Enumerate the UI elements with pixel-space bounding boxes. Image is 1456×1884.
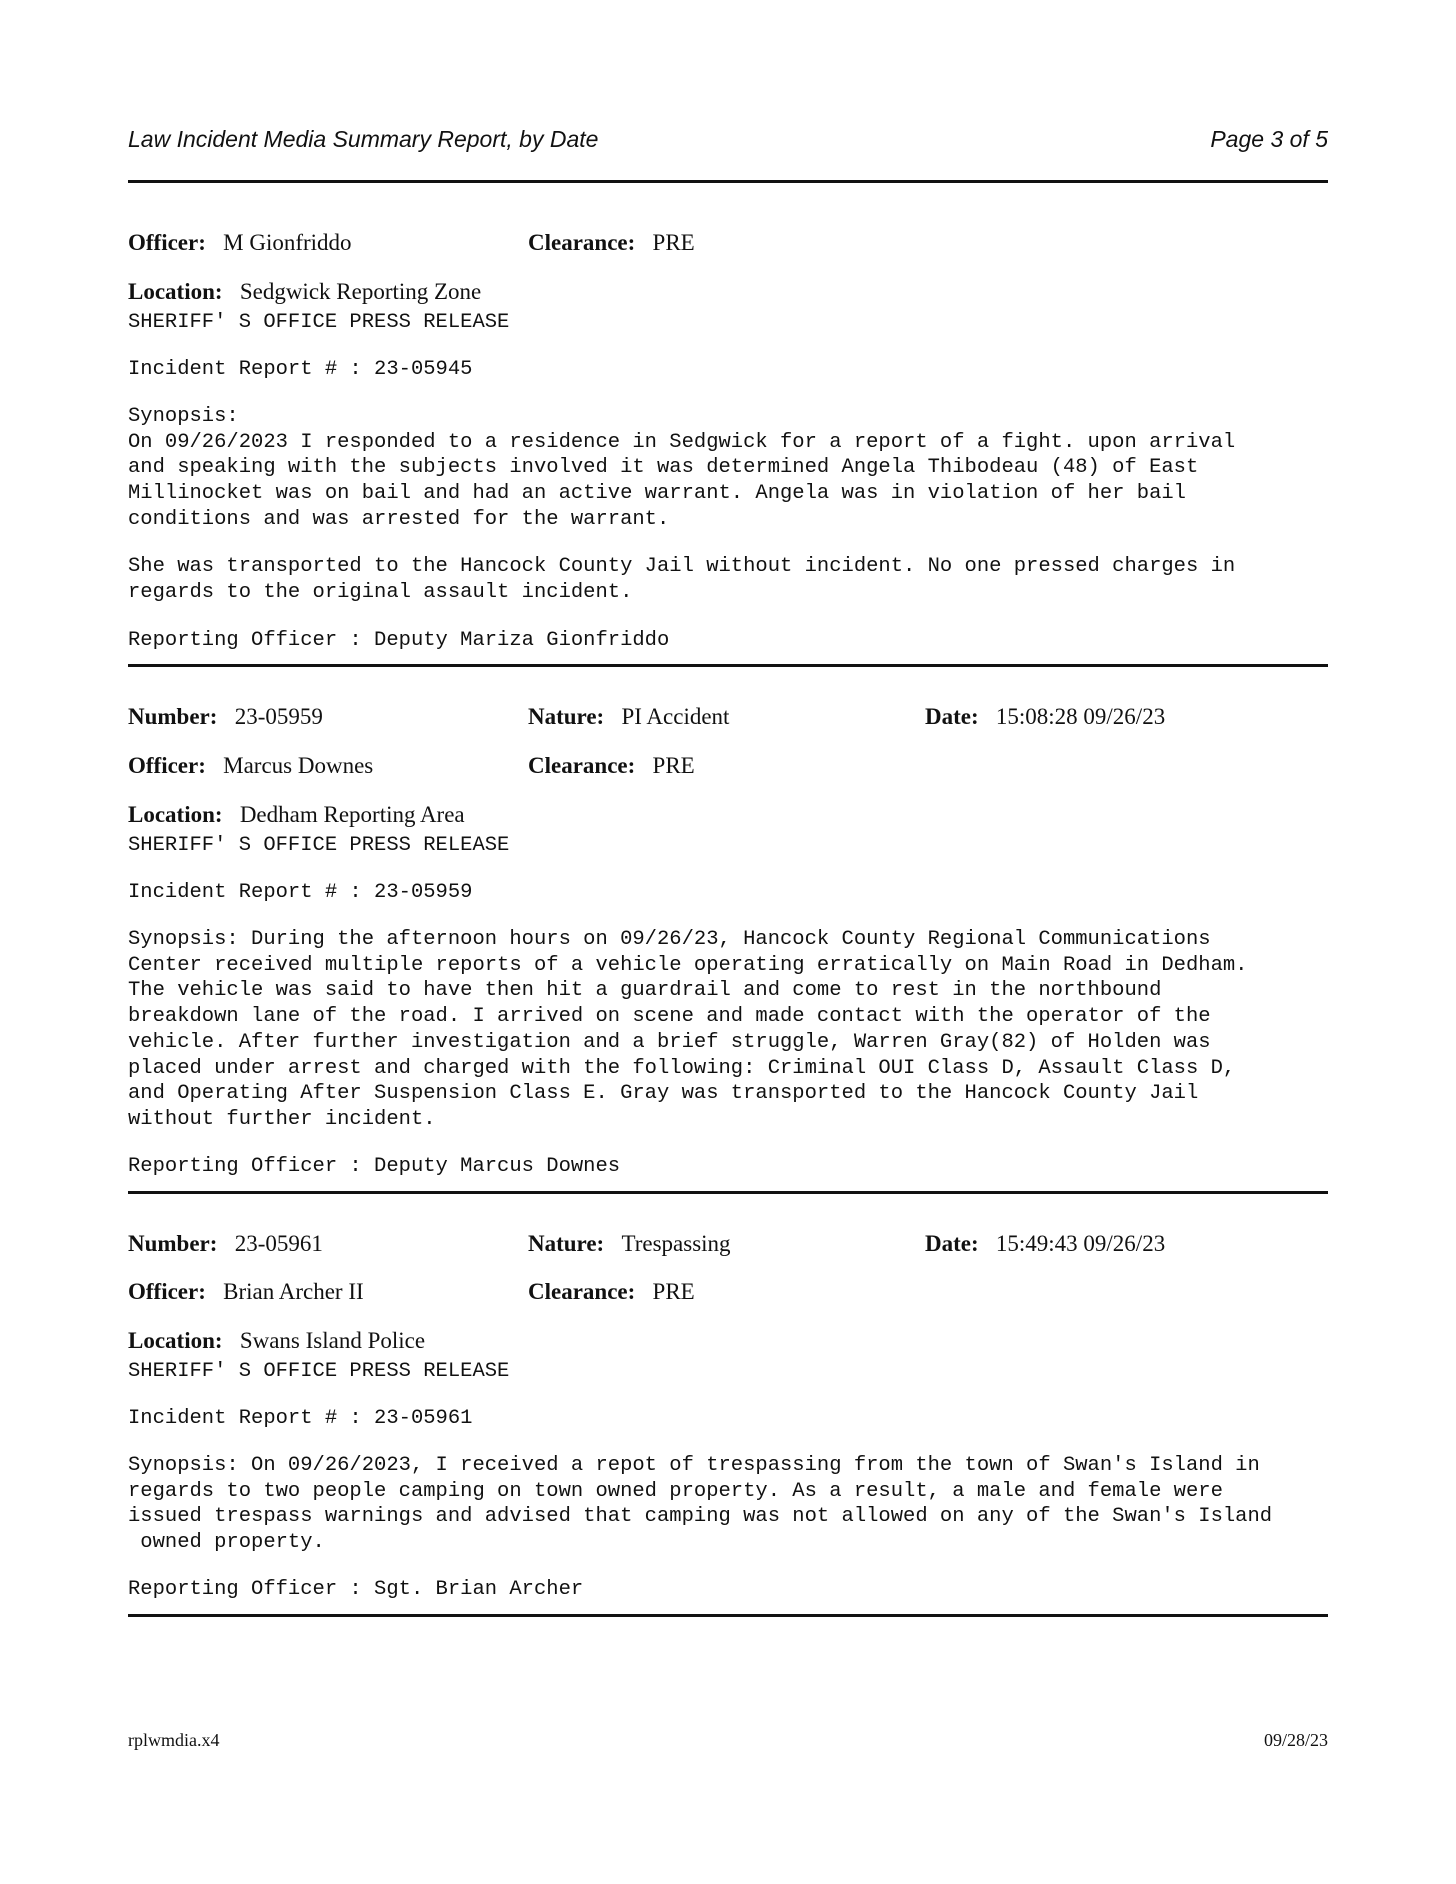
reporting-officer: Reporting Officer : Sgt. Brian Archer <box>128 1578 584 1601</box>
clearance-value: PRE <box>652 753 695 778</box>
press-release-label: SHERIFF' S OFFICE PRESS RELEASE <box>128 1360 510 1383</box>
location-value: Swans Island Police <box>239 1328 426 1353</box>
location-value: Dedham Reporting Area <box>239 802 465 827</box>
incident-report-number: Incident Report # : 23-05945 <box>128 358 473 381</box>
date-label: Date: <box>925 1231 979 1256</box>
incident-report-number: Incident Report # : 23-05961 <box>128 1407 473 1430</box>
incident-3-number-row <box>128 1231 1328 1261</box>
header-divider <box>128 180 1328 183</box>
incident-1-location-row <box>128 279 1328 309</box>
incident-divider <box>128 1191 1328 1194</box>
incident-3-location-row <box>128 1328 1328 1358</box>
officer-label: Officer: <box>128 753 206 778</box>
report-header <box>128 126 1328 156</box>
press-release-label: SHERIFF' S OFFICE PRESS RELEASE <box>128 834 510 857</box>
number-label: Number: <box>128 1231 218 1256</box>
clearance-label: Clearance: <box>528 230 636 255</box>
synopsis-text: Synopsis: During the afternoon hours on 09/26/23, Hancock County Regional Communications Center received multiple reports of a vehicle operating erratically on Main Road in Dedham. The vehicle was said to have then hit a guardrail and come to rest in the northbound breakdown lane of the road. I arrived on scene and made contact with the operator of the vehicle. After further investigation and a brief struggle, Warren Gray(82) of Holden was placed under arrest and charged with the following: Criminal OUI Class D, Assault Class D, and Operating After Suspension Class E. Gray was transported to the Hancock County Jail without further incident. <box>128 928 1248 1131</box>
page-number: Page 3 of 5 <box>1210 126 1328 152</box>
clearance-label: Clearance: <box>528 753 636 778</box>
reporting-officer: Reporting Officer : Deputy Mariza Gionfriddo <box>128 629 670 652</box>
incident-3-officer-row <box>128 1279 1328 1309</box>
nature-label: Nature: <box>528 1231 605 1256</box>
incident-divider <box>128 1614 1328 1617</box>
reporting-officer: Reporting Officer : Deputy Marcus Downes <box>128 1155 621 1178</box>
date-value: 15:49:43 09/26/23 <box>995 1231 1166 1256</box>
date-label: Date: <box>925 704 979 729</box>
location-label: Location: <box>128 1328 223 1353</box>
officer-value: Marcus Downes <box>223 753 374 778</box>
synopsis-text-continued: She was transported to the Hancock County Jail without incident. No one pressed charges in regards to the original assault incident. <box>128 555 1236 604</box>
incident-2-location-row <box>128 802 1328 832</box>
footer-print-date: 09/28/23 <box>1263 1730 1328 1750</box>
officer-value: M Gionfriddo <box>223 230 352 255</box>
footer-report-code: rplwmdia.x4 <box>128 1730 220 1750</box>
location-label: Location: <box>128 802 223 827</box>
officer-label: Officer: <box>128 1279 206 1304</box>
clearance-value: PRE <box>652 230 695 255</box>
officer-label: Officer: <box>128 230 206 255</box>
nature-value: PI Accident <box>621 704 730 729</box>
synopsis-text: Synopsis: On 09/26/2023 I responded to a residence in Sedgwick for a report of a fight. upon arrival and speaking with the subjects involved it was determined Angela Thibodeau (48) of East Millinocket was on bail and had an active warrant. Angela was in violation of her bail conditions and was arrested for the warrant. <box>128 405 1236 531</box>
clearance-label: Clearance: <box>528 1279 636 1304</box>
press-release-label: SHERIFF' S OFFICE PRESS RELEASE <box>128 311 510 334</box>
incident-1-officer-row <box>128 230 1328 260</box>
number-value: 23-05961 <box>234 1231 323 1256</box>
incident-report-number: Incident Report # : 23-05959 <box>128 881 473 904</box>
synopsis-text: Synopsis: On 09/26/2023, I received a repot of trespassing from the town of Swan's Island in regards to two people camping on town owned property. As a result, a male and female were issued trespass warnings and advised that camping was not allowed on any of the Swan's Island owned property. <box>128 1454 1273 1555</box>
number-label: Number: <box>128 704 218 729</box>
incident-2-officer-row <box>128 753 1328 783</box>
location-value: Sedgwick Reporting Zone <box>239 279 482 304</box>
incident-divider <box>128 664 1328 667</box>
location-label: Location: <box>128 279 223 304</box>
nature-label: Nature: <box>528 704 605 729</box>
officer-value: Brian Archer II <box>223 1279 364 1304</box>
date-value: 15:08:28 09/26/23 <box>995 704 1166 729</box>
incident-2-number-row <box>128 704 1328 734</box>
report-title: Law Incident Media Summary Report, by Date <box>128 126 599 152</box>
number-value: 23-05959 <box>234 704 323 729</box>
nature-value: Trespassing <box>621 1231 731 1256</box>
clearance-value: PRE <box>652 1279 695 1304</box>
